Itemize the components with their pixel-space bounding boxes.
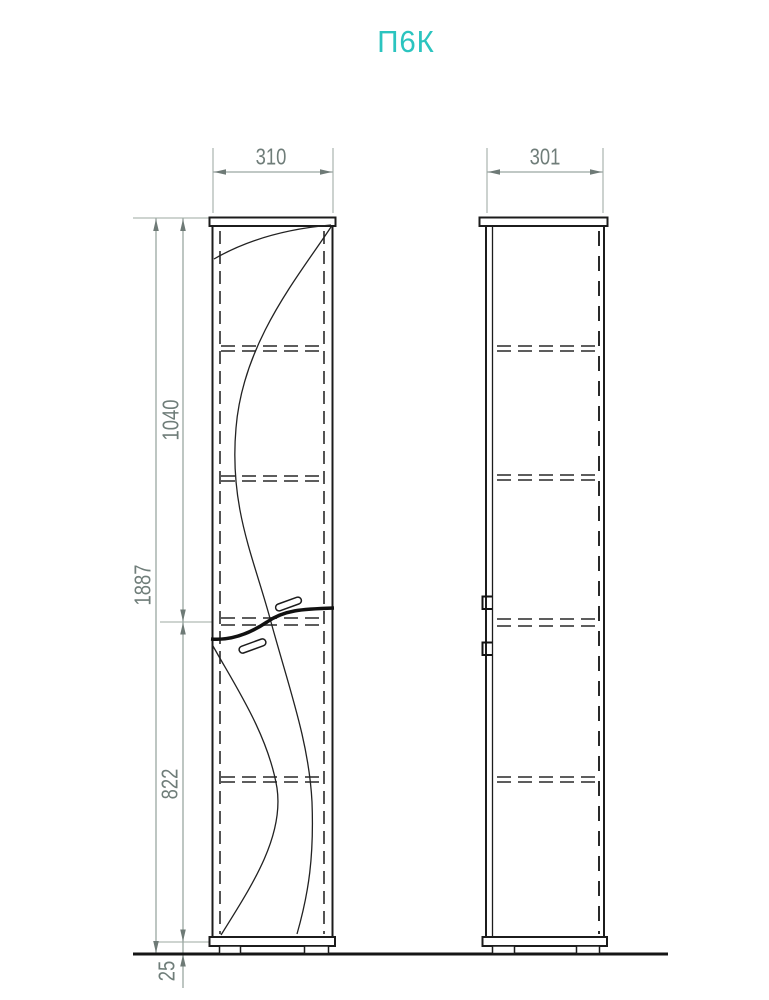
- dim-label-feet-height: 25: [153, 960, 180, 982]
- side-foot-left: [493, 946, 515, 954]
- side-foot-right: [577, 946, 600, 954]
- side-bottom-panel: [483, 937, 608, 946]
- arrow-upper-top: [180, 219, 186, 231]
- side-hinges: [483, 597, 493, 656]
- arrow-feet: [180, 955, 186, 967]
- dim-label-total-height: 1887: [129, 564, 156, 606]
- side-top-panel: [480, 218, 608, 227]
- side-carcass: [486, 226, 604, 937]
- front-carcass: [213, 226, 333, 937]
- dim-label-front-width: 310: [255, 143, 287, 170]
- lower-hinge-bracket: [483, 643, 493, 656]
- extension-lines: [133, 148, 603, 942]
- upper-hinge-bracket: [483, 597, 493, 610]
- arrow-side-right: [590, 169, 602, 174]
- arrow-total-bottom: [153, 941, 159, 953]
- arrow-front-right: [320, 169, 332, 174]
- front-view: [210, 218, 336, 954]
- arrow-total-top: [153, 219, 159, 231]
- front-foot-left: [220, 946, 241, 954]
- front-foot-right: [305, 946, 329, 954]
- arrow-front-left: [214, 169, 226, 174]
- side-shelves: [497, 346, 598, 782]
- dim-label-lower-section: 822: [156, 768, 183, 800]
- arrow-lower-top: [180, 623, 186, 635]
- dim-label-side-depth: 301: [529, 143, 561, 170]
- page-title: П6К: [377, 24, 435, 59]
- side-view: [480, 218, 608, 954]
- front-top-panel: [210, 218, 336, 227]
- arrow-upper-bottom: [180, 610, 186, 622]
- arrow-lower-bottom: [180, 930, 186, 942]
- arrow-side-left: [488, 169, 500, 174]
- front-bottom-panel: [210, 937, 336, 946]
- dim-label-upper-section: 1040: [157, 399, 184, 441]
